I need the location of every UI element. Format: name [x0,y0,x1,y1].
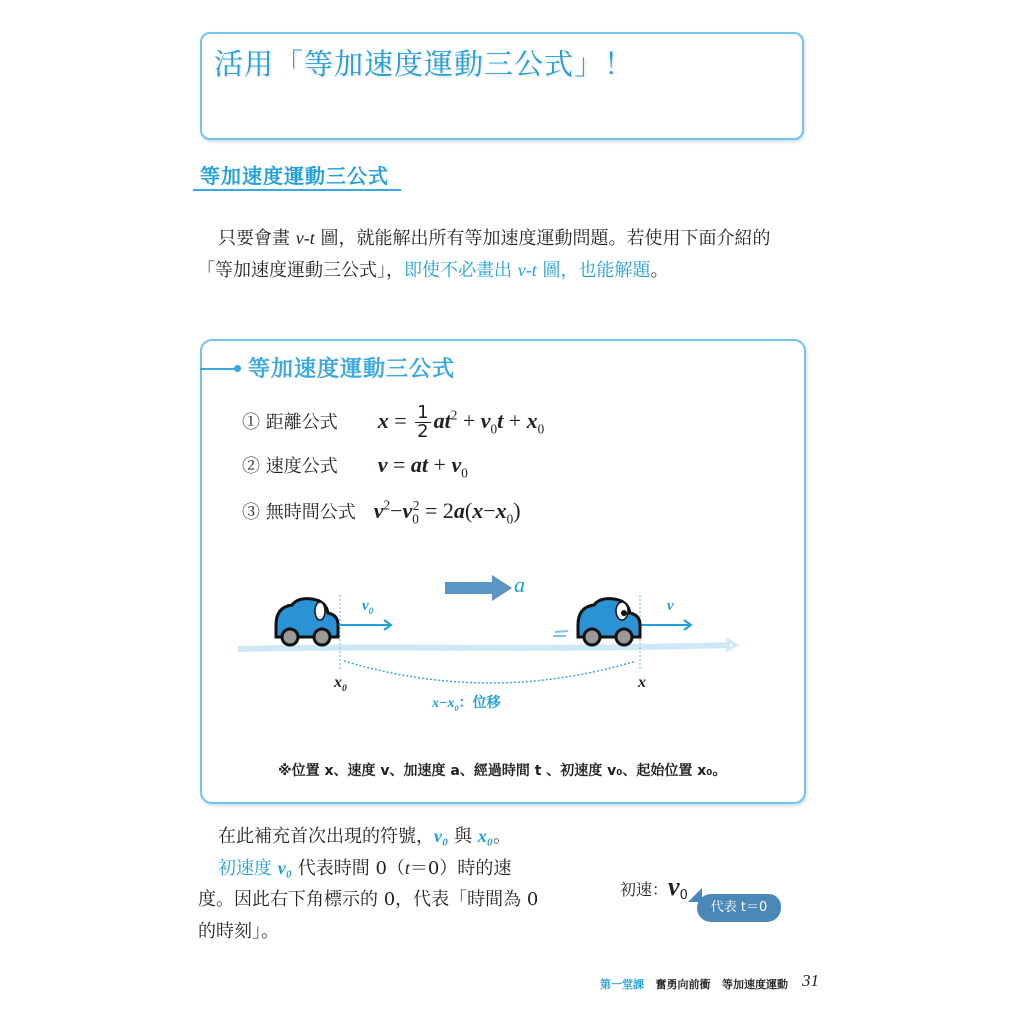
section-heading: 等加速度運動三公式 [200,164,389,188]
text: 代表時間 0（ [292,858,405,879]
formula-label: ② 速度公式 [242,456,338,477]
acceleration-arrow-icon [445,575,512,601]
text: 在此補充首次出現的符號， [218,826,434,847]
text: 。 [650,260,669,281]
formula-distance [242,404,544,441]
body-line-4: 的時刻」。 [198,921,279,942]
highlight-text: 初速度 [218,858,278,879]
v0-label [362,598,373,616]
subscript: 0 [342,683,347,695]
page-footer [600,976,788,992]
speech-bubble: 代表 t＝0 [697,894,781,922]
intro-line-2 [197,254,668,287]
highlight-text: 即使不必畫出 [404,260,518,281]
body-line-2 [218,852,511,885]
var: x [334,674,342,691]
x0-label [334,674,347,694]
text: ＝0）時的速 [409,858,512,879]
var: v [362,598,369,614]
text: 與 [448,826,478,847]
formula-box-title: 等加速度運動三公式 [248,357,456,382]
text: 只要會畫 [218,228,296,249]
text: ：位移 [458,695,501,711]
car-end-icon [553,599,640,645]
footer-chapter: 第一堂課 [600,978,644,991]
var-v0: v₀ [434,826,449,846]
formula-label: ① 距離公式 [242,411,338,433]
footer-topic: 等加速度運動 [722,978,788,991]
subscript: 0 [454,703,459,713]
car-start-icon [276,599,338,645]
formula-timeless [242,498,521,528]
section-underline [193,189,401,191]
initial-velocity-label [620,872,688,903]
var-v: v [668,872,680,901]
connector-line [200,368,236,370]
road-line [238,645,730,649]
page-title: 活用「等加速度運動三公式」！ [214,47,635,81]
var-t: t [404,858,410,878]
var-vt: v-t [517,260,537,280]
var-v0: v₀ [277,858,292,878]
formula-label: ③ 無時間公式 [242,502,356,524]
accel-label: a [514,572,525,597]
displacement-arc [344,661,636,683]
var: x−x [432,696,455,711]
subscript: 0 [368,606,374,616]
text: 「等加速度運動三公式」， [197,260,404,281]
formula-expr: x = $\frac{1}{2}$ $at^2 + v_0t + x_0$ [377,402,545,442]
title-box [200,32,804,140]
body-line-1 [218,820,511,853]
var-vt: v-t [295,228,315,248]
variable-note: ※位置 x、速度 v、加速度 a、經過時間 t 、初速度 v₀、起始位置 x₀。 [278,763,727,779]
bullet-dot-icon [234,365,241,372]
var-x0: x₀ [477,826,493,846]
intro-line-1 [218,222,770,255]
v-label: v [667,598,674,614]
x-label: x [638,674,646,691]
footer-lesson: 奮勇向前衝 [655,978,711,991]
page-number: 31 [802,971,819,990]
text: 圖，就能解出所有等加速度運動問題。若使用下面介紹的 [314,228,771,249]
body-line-3: 度。因此右下角標示的 0，代表「時間為 0 [198,889,539,910]
formula-expr: v = at + $v_0$ [377,452,468,481]
formula-expr: $v^2-v_0^2 = 2a(x-x_0)$ [373,498,521,527]
formula-velocity [242,452,468,481]
highlight-text: 圖，也能解題 [536,260,651,281]
text: 初速： [620,880,669,899]
displacement-label [432,692,501,713]
subscript: 0 [679,888,688,904]
text: 。 [493,826,511,847]
